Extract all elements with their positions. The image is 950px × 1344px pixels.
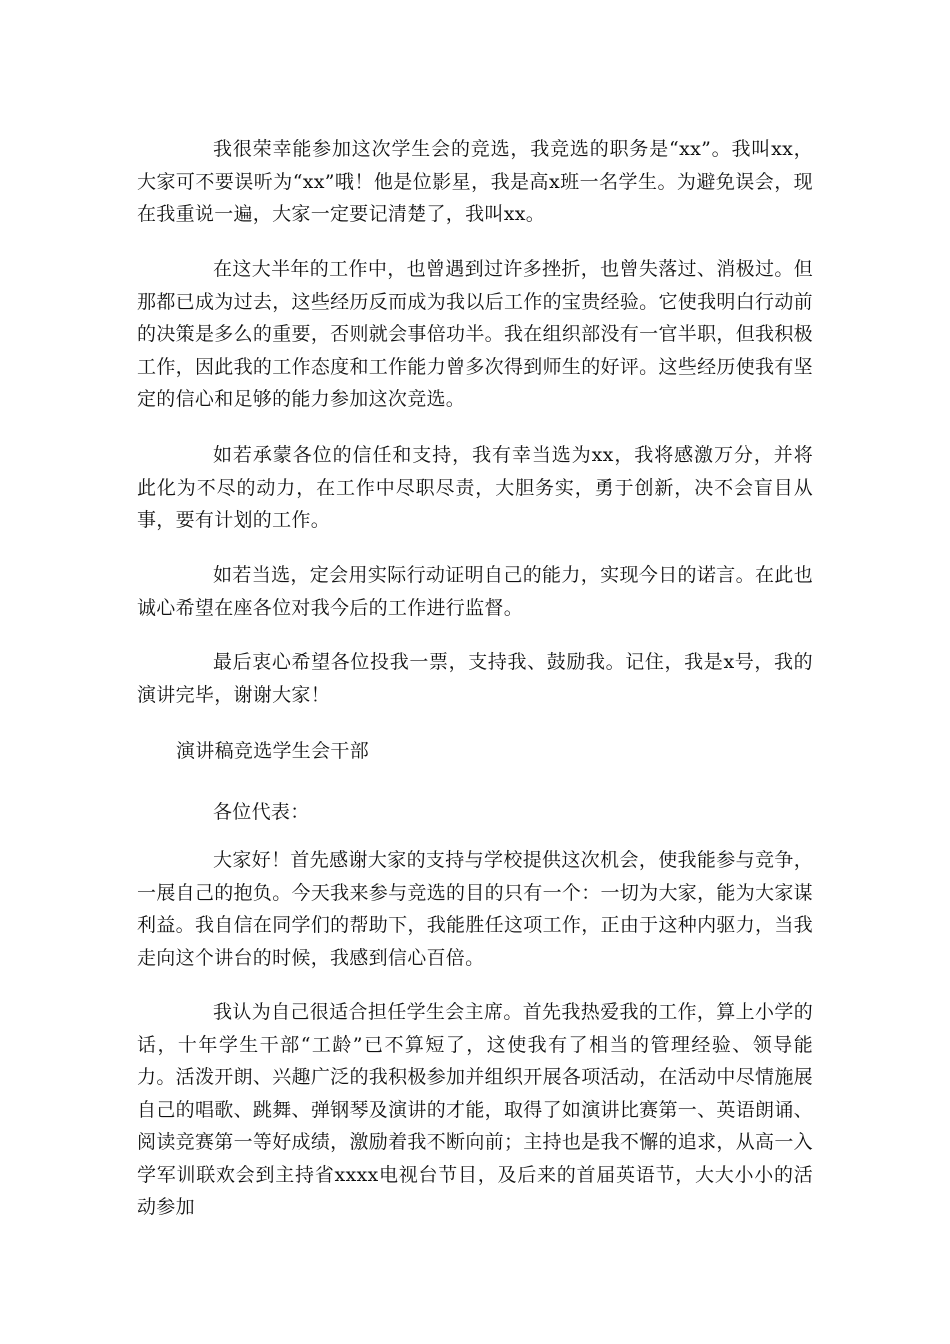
- paragraph-2: 在这大半年的工作中，也曾遇到过许多挫折，也曾失落过、消极过。但那都已成为过去，这些经历反而成为我以后工作的宝贵经验。它使我明白行动前的决策是多么的重要，否则就会事倍功半。我在组织部没有一官半职，但我积极工作，因此我的工作态度和工作能力曾多次得到师生的好评。这些经历使我有坚定的信心和足够的能力参加这次竞选。: [137, 258, 813, 410]
- section-title: 演讲稿竞选学生会干部: [176, 740, 370, 762]
- paragraph-1: 我很荣幸能参加这次学生会的竞选，我竞选的职务是“xx”。我叫xx，大家可不要误听为“xx”哦！他是位影星，我是高x班一名学生。为避免误会，现在我重说一遍，大家一定要记清楚了，我叫xx。: [137, 138, 813, 225]
- paragraph-4: 如若当选，定会用实际行动证明自己的能力，实现今日的诺言。在此也诚心希望在座各位对我今后的工作进行监督。: [137, 564, 813, 619]
- paragraph-3: 如若承蒙各位的信任和支持，我有幸当选为xx，我将感激万分，并将此化为不尽的动力，在工作中尽职尽责，大胆务实，勇于创新，决不会盲目从事，要有计划的工作。: [137, 444, 813, 531]
- paragraph-7: 我认为自己很适合担任学生会主席。首先我热爱我的工作，算上小学的话，十年学生干部“工龄”已不算短了，这使我有了相当的管理经验、领导能力。活泼开朗、兴趣广泛的我积极参加并组织开展各项活动，在活动中尽情施展自己的唱歌、跳舞、弹钢琴及演讲的才能，取得了如演讲比赛第一、英语朗诵、阅读竞赛第一等好成绩，激励着我不断向前；主持也是我不懈的追求，从高一入学军训联欢会到主持省xxxx电视台节目，及后来的首届英语节，大大小小的活动参加: [137, 1001, 813, 1218]
- paragraph-6: 大家好！首先感谢大家的支持与学校提供这次机会，使我能参与竞争，一展自己的抱负。今天我来参与竞选的目的只有一个：一切为大家，能为大家谋利益。我自信在同学们的帮助下，我能胜任这项工作，正由于这种内驱力，当我走向这个讲台的时候，我感到信心百倍。: [137, 849, 813, 969]
- paragraph-5: 最后衷心希望各位投我一票，支持我、鼓励我。记住，我是x号，我的演讲完毕，谢谢大家！: [137, 651, 813, 706]
- salutation: 各位代表：: [213, 801, 310, 823]
